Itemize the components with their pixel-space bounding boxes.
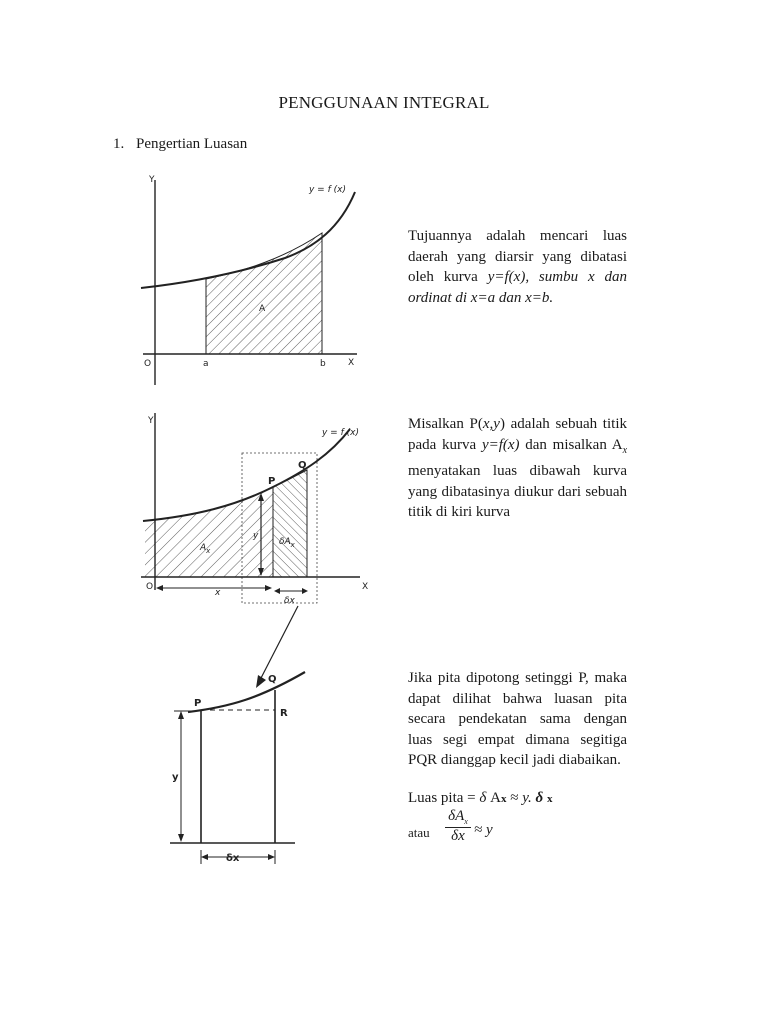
dim-x-label: x bbox=[215, 588, 221, 598]
section-label: Pengertian Luasan bbox=[136, 136, 248, 152]
area-delta-ax-label: $\delta A_x$ bbox=[279, 537, 295, 549]
shaded-area bbox=[206, 233, 322, 354]
point-q-label: Q bbox=[268, 674, 277, 685]
paragraph-point-on-curve: Misalkan P(x,y) adalah sebuah titik pada kurva y=f(x) dan misalkan $A_x$ menyatakan luas dibawah kurva yang dibatasinya diukur dari sebuah titik di kiri kurva bbox=[408, 416, 628, 520]
height-y-label: y bbox=[172, 772, 179, 783]
formula-luas-pita: Luas pita = δ Ax ≈ y. δ x bbox=[408, 790, 553, 806]
curve-label: y = f (x) bbox=[322, 428, 359, 438]
height-arrow-up bbox=[178, 711, 184, 719]
fraction: $\delta A_x$ δx bbox=[445, 808, 471, 845]
dim-dx-label: δx bbox=[284, 596, 295, 606]
x-axis-label: X bbox=[348, 358, 355, 368]
area-ax-label: $A_x$ bbox=[200, 543, 211, 555]
point-p-label: P bbox=[194, 698, 202, 709]
figure-area-under-curve bbox=[135, 170, 375, 390]
area-label: A bbox=[259, 304, 266, 314]
x-axis-label: X bbox=[362, 582, 369, 592]
height-arrow-down bbox=[178, 834, 184, 842]
dim-x-arrow-left bbox=[156, 585, 163, 591]
dim-dx-arrow-left bbox=[274, 588, 280, 594]
dim-dx-arrow-right bbox=[302, 588, 308, 594]
area-delta-ax bbox=[273, 470, 307, 577]
tick-a-label: a bbox=[203, 359, 209, 369]
paragraph-strip-approx: Jika pita dipotong setinggi P, maka dapat dilihat bahwa luasan pita secara pendekatan sama dengan luas segi empat dimana segitiga PQR dianggap kecil jadi diabaikan. bbox=[408, 670, 627, 768]
figure-strip-zoom bbox=[160, 660, 320, 875]
y-axis-label: Y bbox=[149, 175, 155, 185]
point-q-label: Q bbox=[298, 460, 307, 471]
point-p-label: P bbox=[268, 476, 276, 487]
point-r-label: R bbox=[280, 708, 288, 719]
dx-arrow-right bbox=[268, 854, 275, 860]
origin-label: O bbox=[146, 582, 154, 592]
origin-label: O bbox=[144, 359, 152, 369]
formula-rhs: ≈ y bbox=[474, 822, 493, 838]
section-heading bbox=[113, 136, 247, 153]
dx-arrow-left bbox=[201, 854, 208, 860]
curve-label: y = f (x) bbox=[309, 185, 346, 195]
tick-b-label: b bbox=[320, 359, 326, 369]
dx-label: δx bbox=[226, 853, 240, 864]
curve bbox=[188, 672, 305, 712]
height-y-label: y bbox=[253, 531, 259, 541]
dim-x-arrow-right bbox=[265, 585, 272, 591]
page-title: PENGGUNAAN INTEGRAL bbox=[278, 93, 490, 112]
figure-strip-area bbox=[135, 405, 380, 610]
paragraph-definition: Tujuannya adalah mencari luas daerah yang diarsir yang dibatasi oleh kurva y=f(x), sumbu x dan ordinat di x=a dan x=b. bbox=[408, 228, 627, 306]
section-number: 1. bbox=[113, 136, 125, 152]
y-axis-label: Y bbox=[148, 416, 154, 426]
formula-atau: atau bbox=[408, 825, 430, 840]
